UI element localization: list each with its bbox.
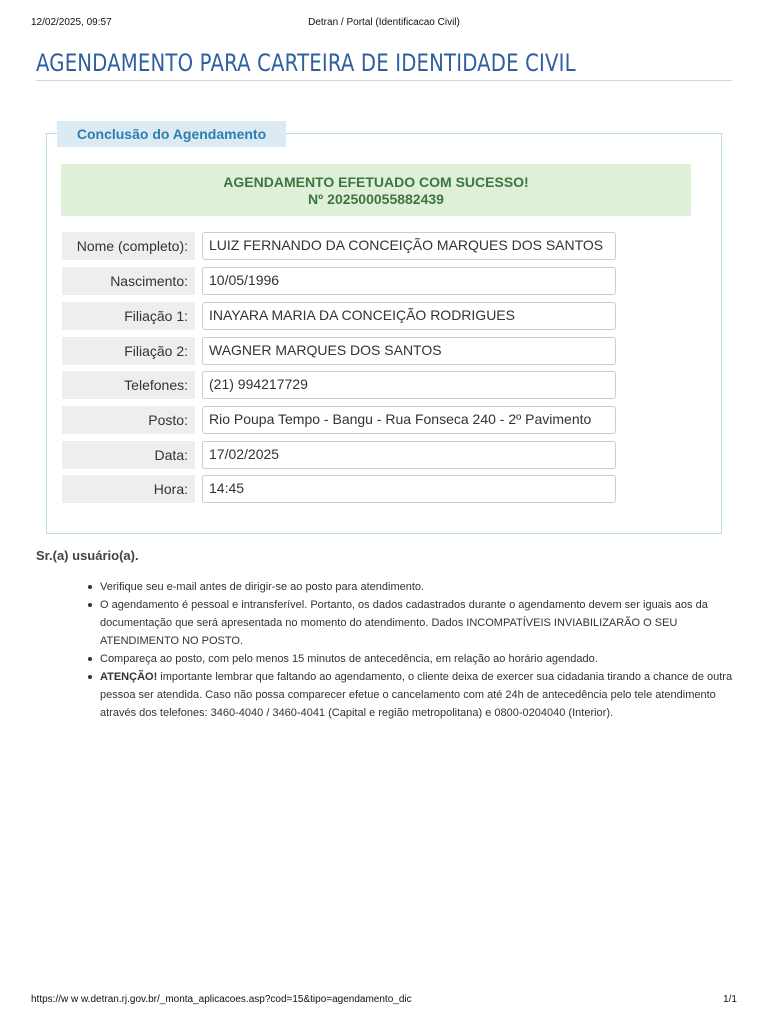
field-label: Hora: <box>62 475 195 503</box>
notice-item-text: O agendamento é pessoal e intransferível. Portanto, os dados cadastrados durante o agendamento devem ser iguais aos da documentação que será apresentada no momento do atendimento. Dados INCOMPATÍVEIS INVIABILIZARÃO O SEU ATENDIMENTO NO POSTO. <box>100 599 708 647</box>
field-row-birth <box>62 267 616 295</box>
field-label: Data: <box>62 441 195 469</box>
field-row-phones <box>62 371 616 399</box>
field-row-name <box>62 232 616 260</box>
parent-2-field[interactable]: WAGNER MARQUES DOS SANTOS <box>202 337 616 365</box>
appointment-number: Nº 202500055882439 <box>308 191 444 207</box>
parent-1-field[interactable]: INAYARA MARIA DA CONCEIÇÃO RODRIGUES <box>202 302 616 330</box>
print-datetime: 12/02/2025, 09:57 <box>31 17 112 28</box>
notice-title: Sr.(a) usuário(a). <box>36 548 139 563</box>
notice-item <box>100 578 734 596</box>
notice-item-text: Compareça ao posto, com pelo menos 15 minutos de antecedência, em relação ao horário agendado. <box>100 653 598 665</box>
notice-item-bold: ATENÇÃO! <box>100 671 158 683</box>
page-title: AGENDAMENTO PARA CARTEIRA DE IDENTIDADE CIVIL <box>36 49 576 77</box>
field-label: Posto: <box>62 406 195 434</box>
field-row-station <box>62 406 616 434</box>
field-label: Nome (completo): <box>62 232 195 260</box>
notice-list <box>100 578 734 722</box>
title-divider <box>36 80 732 81</box>
field-label: Nascimento: <box>62 267 195 295</box>
field-row-parent-2 <box>62 337 616 365</box>
print-document-title: Detran / Portal (Identificacao Civil) <box>308 17 460 28</box>
date-field[interactable]: 17/02/2025 <box>202 441 616 469</box>
success-message: AGENDAMENTO EFETUADO COM SUCESSO! <box>223 174 529 190</box>
print-page-count: 1/1 <box>723 994 737 1005</box>
station-field[interactable]: Rio Poupa Tempo - Bangu - Rua Fonseca 240 - 2º Pavimento <box>202 406 616 434</box>
notice-item-text: importante lembrar que faltando ao agendamento, o cliente deixa de exercer sua cidadania tirando a chance de outra pessoa ser atendida. Caso não possa comparecer efetue o cancelamento com até 24h de antecedência pelo tele atendimento através dos telefones: 3460-4040 / 3460-4041 (Capital e região metropolitana) e 0800-0204040 (Interior). <box>100 671 733 719</box>
field-row-parent-1 <box>62 302 616 330</box>
notice-item <box>100 596 734 650</box>
birth-date-field[interactable]: 10/05/1996 <box>202 267 616 295</box>
notice-item-text: Verifique seu e-mail antes de dirigir-se ao posto para atendimento. <box>100 581 425 593</box>
field-label: Telefones: <box>62 371 195 399</box>
field-label: Filiação 1: <box>62 302 195 330</box>
field-label: Filiação 2: <box>62 337 195 365</box>
time-field[interactable]: 14:45 <box>202 475 616 503</box>
print-url: https://w w w.detran.rj.gov.br/_monta_aplicacoes.asp?cod=15&tipo=agendamento_dic <box>31 994 412 1005</box>
phones-field[interactable]: (21) 994217729 <box>202 371 616 399</box>
name-field[interactable]: LUIZ FERNANDO DA CONCEIÇÃO MARQUES DOS SANTOS <box>202 232 616 260</box>
success-alert <box>61 164 691 216</box>
panel-legend: Conclusão do Agendamento <box>57 121 286 147</box>
notice-item <box>100 650 734 668</box>
field-row-time <box>62 475 616 503</box>
print-header <box>31 17 737 31</box>
field-row-date <box>62 441 616 469</box>
notice-item <box>100 668 734 722</box>
